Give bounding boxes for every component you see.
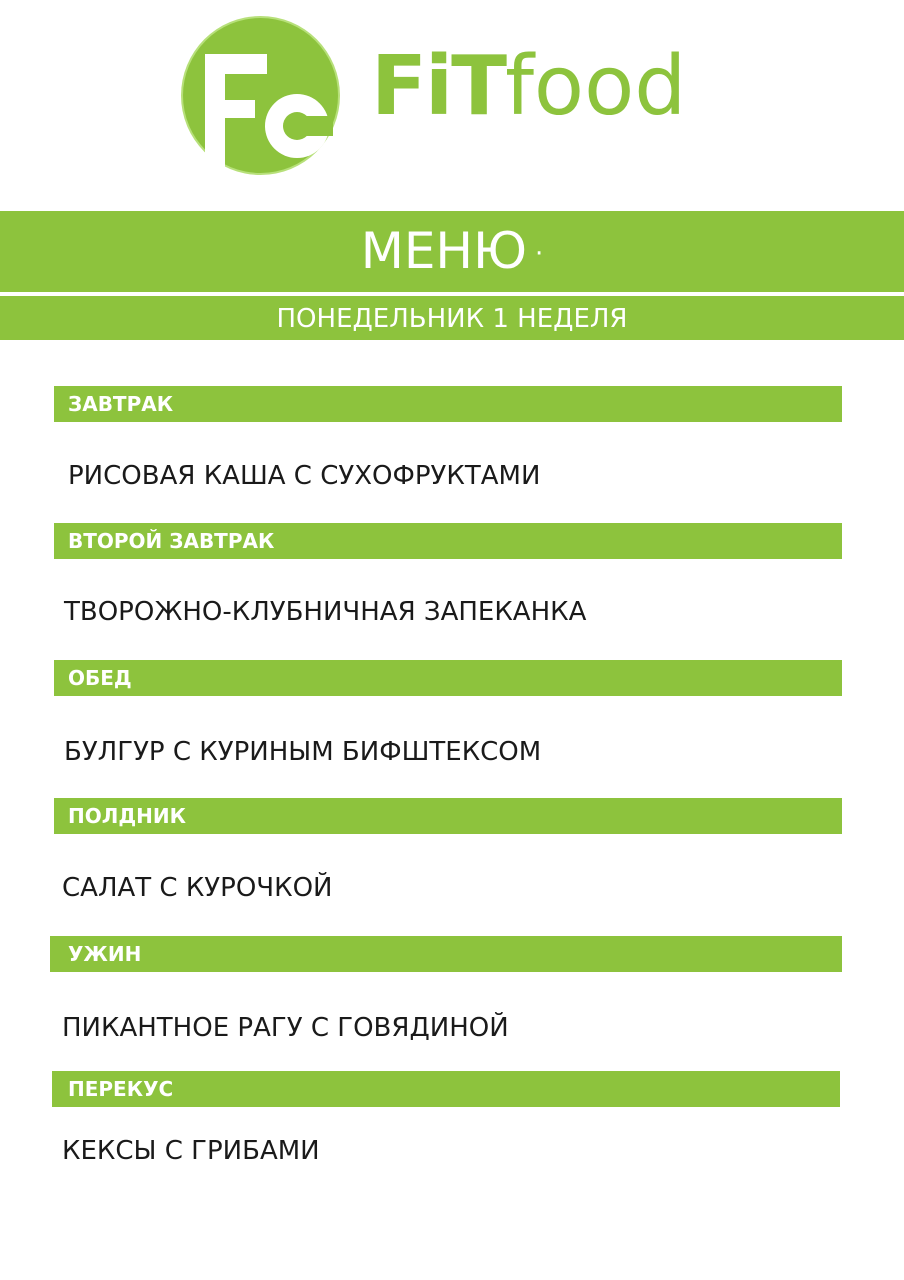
logo-emblem [183, 18, 338, 173]
logo-monogram-icon [183, 18, 338, 173]
brand-name-light: food [505, 39, 687, 134]
section-bar-lunch [54, 660, 842, 696]
section-label: ПЕРЕКУС [68, 1077, 174, 1101]
brand-name-strong: FiT [371, 39, 506, 134]
dish-name: ТВОРОЖНО-КЛУБНИЧНАЯ ЗАПЕКАНКА [64, 597, 587, 627]
section-label: ЗАВТРАК [68, 392, 174, 416]
page-title [0, 211, 904, 292]
dish-name: КЕКСЫ С ГРИБАМИ [62, 1136, 320, 1166]
dish-name: БУЛГУР С КУРИНЫМ БИФШТЕКСОМ [64, 737, 542, 767]
title-dot: · [535, 239, 544, 269]
brand-logo [183, 18, 703, 178]
section-label: ВТОРОЙ ЗАВТРАК [68, 529, 275, 553]
dish-name: САЛАТ С КУРОЧКОЙ [62, 873, 333, 903]
page-subtitle: ПОНЕДЕЛЬНИК 1 НЕДЕЛЯ [276, 304, 628, 334]
page-title-text: МЕНЮ [360, 222, 528, 280]
section-label: УЖИН [68, 942, 142, 966]
dish-name: РИСОВАЯ КАША С СУХОФРУКТАМИ [68, 461, 541, 491]
dish-name: ПИКАНТНОЕ РАГУ С ГОВЯДИНОЙ [62, 1013, 509, 1043]
section-label: ПОЛДНИК [68, 804, 186, 828]
section-label: ОБЕД [68, 666, 132, 690]
menu-title-band [0, 211, 904, 292]
section-bar-dinner [50, 936, 842, 972]
brand-wordmark [371, 39, 687, 134]
